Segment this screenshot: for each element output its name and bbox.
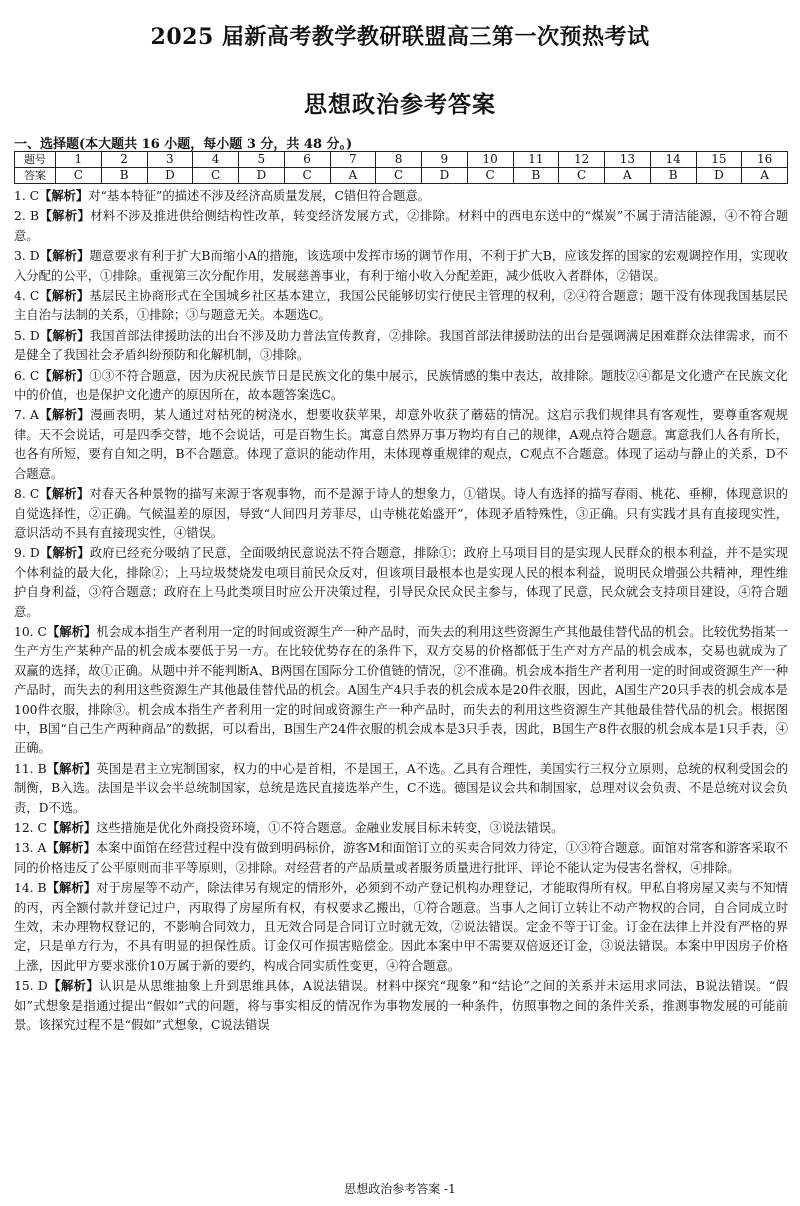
explanation-prefix: 1. C	[14, 189, 40, 203]
answer-cell: D	[147, 168, 193, 184]
question-number: 3	[147, 152, 193, 168]
explanation-text: 本案中面馆在经营过程中没有做到明码标价，游客M和面馆订立的买卖合同效力待定，①③符合题意。面馆对常客和游客采取不同的价格违反了公平原则而非平等原则，②排除。对经营者的产品质量或者服务质量进行批评、评论不能认定为侵害名誉权，④排除。	[14, 841, 788, 875]
explanation-tag: 【解析】	[47, 978, 100, 994]
question-number: 2	[101, 152, 147, 168]
explanation-item	[14, 838, 788, 878]
explanation-prefix: 5. D	[14, 328, 40, 343]
explanation-text: 题意要求有利于扩大B而缩小A的措施，该选项中发挥市场的调节作用，不利于扩大B，应该发挥的国家的宏观调控作用，实现收入分配的公平，①排除。重视第三次分配作用，发展慈善事业，有利于缩小收入分配差距，减少低收入者群体，②错误。	[14, 249, 788, 283]
explanation-tag: 【解析】	[39, 288, 90, 304]
explanation-text: 对“基本特征”的描述不涉及经济高质量发展，C错但符合题意。	[88, 189, 430, 203]
row-label: 答案	[15, 168, 56, 184]
explanation-prefix: 2. B	[14, 209, 40, 224]
answer-cell: D	[696, 168, 742, 184]
explanation-item	[14, 543, 788, 622]
explanation-tag: 【解析】	[39, 248, 90, 264]
explanation-tag: 【解析】	[39, 545, 90, 561]
explanation-tag: 【解析】	[46, 623, 97, 639]
explanation-tag: 【解析】	[46, 760, 97, 776]
explanation-text: 认识是从思维抽象上升到思维具体，A说法错误。材料中探究“现象”和“结论”之间的关系并未运用求同法，B说法错误。“假如”式想象是指通过提出“假如”式的问题，将与事实相反的情况作为事物发展的一种条件，仿照事物之间的条件关系，推测事物发展的可能前景。该探究过程不是“假如”式想象，C说法错误	[14, 979, 788, 1033]
question-number: 8	[376, 152, 422, 168]
subject-title: 思想政治参考答案	[304, 91, 496, 118]
explanation-item	[14, 206, 788, 246]
question-number: 13	[605, 152, 651, 168]
explanation-prefix: 7. A	[14, 408, 39, 423]
answer-cell: B	[650, 168, 696, 184]
explanation-tag: 【解析】	[38, 407, 91, 423]
explanation-tag: 【解析】	[39, 327, 90, 343]
question-number: 4	[193, 152, 239, 168]
explanation-prefix: 8. C	[14, 487, 40, 502]
explanation-item	[14, 818, 788, 838]
answer-cell: A	[605, 168, 651, 184]
question-number: 14	[650, 152, 696, 168]
explanation-text: ①③不符合题意，因为庆祝民族节日是民族文化的集中展示，民族情感的集中表达，故排除。题肢②④都是文化遗产在民族文化中的价值，也是保护文化遗产的原因所在，故本题答案选C。	[14, 368, 788, 403]
explanation-item	[14, 878, 788, 976]
question-number: 16	[742, 152, 788, 168]
question-number: 6	[284, 152, 330, 168]
explanation-prefix: 12. C	[14, 821, 47, 835]
explanation-item	[14, 326, 788, 366]
explanation-item	[14, 366, 788, 406]
explanation-tag: 【解析】	[46, 820, 97, 835]
row-label: 题号	[15, 152, 56, 168]
explanation-item	[14, 759, 788, 818]
explanation-item	[14, 405, 788, 484]
explanation-text: 机会成本指生产者利用一定的时间或资源生产一种产品时，而失去的利用这些资源生产其他最佳替代品的机会。比较优势指某一生产方生产某种产品的机会成本要低于另一方。在比较优势存在的条件下，双方交易的价格都低于生产对方产品的机会成本，交易也就成为了双赢的选择，故①正确。从题中并不能判断A、B两国在国际分工价值链的情况，②不准确。机会成本指生产者利用一定的时间或资源生产一种产品时，而失去的利用这些资源生产其他最佳替代品的机会。A国生产4只手表的机会成本是20件衣服，因此，A国生产20只手表的机会成本是100件衣服，排除③。机会成本指生产者利用一定的时间或资源生产一种产品时，而失去的利用这些资源生产其他最佳替代品的机会。根据图中，B国“自己生产两种商品”的数据，可以看出，B国生产24件衣服的机会成本是3只手表，因此，B国生产8件衣服的机会成本是1只手表，④正确。	[14, 624, 788, 756]
explanation-text: 材料不涉及推进供给侧结构性改革，转变经济发展方式，②排除。材料中的西电东送中的“煤炭”不属于清洁能源，④不符合题意。	[14, 209, 788, 243]
explanation-item	[14, 286, 788, 326]
explanation-tag: 【解析】	[39, 367, 90, 383]
explanation-tag: 【解析】	[39, 188, 89, 203]
explanation-prefix: 14. B	[14, 881, 47, 896]
explanation-item	[14, 246, 788, 286]
section-heading: 一、选择题(本大题共 16 小题，每小题 3 分，共 48 分。)	[14, 137, 353, 152]
exam-title: 2025 届新高考教学教研联盟高三第一次预热考试	[150, 24, 650, 50]
explanation-prefix: 6. C	[14, 368, 40, 383]
question-number: 7	[330, 152, 376, 168]
answer-cell: C	[193, 168, 239, 184]
explanation-text: 对春天各种景物的描写来源于客观事物，而不是源于诗人的想象力，①错误。诗人有选择的描写春雨、桃花、垂柳，体现意识的自觉选择性，②正确。气候温差的原因，导致“人间四月芳菲尽，山寺桃花始盛开”，体现矛盾特殊性，③正确。只有实践才具有直接现实性，意识活动不具有直接现实性，④错误。	[14, 487, 788, 540]
answer-row	[15, 168, 788, 184]
explanation-prefix: 3. D	[14, 249, 40, 264]
answer-cell: B	[101, 168, 147, 184]
explanation-text: 英国是君主立宪制国家，权力的中心是首相，不是国王，A不选。乙具有合理性，美国实行三权分立原则，总统的权利受国会的制衡，B入选。法国是半议会半总统制国家，总统是选民直接选举产生，C不选。德国是议会共和制国家，总理对议会负责、不是总统对议会负责，D不选。	[14, 761, 788, 815]
answer-cell: C	[56, 168, 102, 184]
answer-cell: C	[467, 168, 513, 184]
explanation-text: 基层民主协商形式在全国城乡社区基本建立，我国公民能够切实行使民主管理的权利，②④符合题意；题干没有体现我国基层民主自治与法制的关系，①排除；③与题意无关。本题选C。	[14, 289, 788, 323]
explanation-prefix: 15. D	[14, 979, 48, 994]
explanation-tag: 【解析】	[39, 208, 91, 224]
question-number: 10	[467, 152, 513, 168]
explanation-tag: 【解析】	[46, 840, 96, 856]
question-number: 1	[56, 152, 102, 168]
question-number: 11	[513, 152, 559, 168]
explanation-text: 这些措施是优化外商投资环境，①不符合题意。金融业发展目标未转变，③说法错误。	[96, 821, 564, 835]
explanations-list	[14, 186, 788, 1035]
explanation-item	[14, 186, 788, 206]
explanation-tag: 【解析】	[46, 880, 97, 896]
explanation-prefix: 10. C	[14, 624, 47, 639]
explanation-text: 漫画表明，某人通过对枯死的树浇水，想要收获苹果，却意外收获了蘑菇的情况。这启示我们规律具有客观性，要尊重客观规律。天不会说话，可是四季交替，地不会说话，可是百物生长。寓意自然界万事万物均有自己的规律，A观点符合题意。寓意我们人各有所长，也各有所短，要有自知之明，B不合题意。体现了意识的能动作用，未体现尊重规律的观点，C观点不合题意。体现了运动与静止的关系，D不合题意。	[14, 408, 788, 481]
answer-cell: A	[330, 168, 376, 184]
answer-cell: D	[422, 168, 468, 184]
explanation-item	[14, 976, 788, 1035]
explanation-text: 政府已经充分吸纳了民意，全面吸纳民意说法不符合题意，排除①；政府上马项目目的是实现人民群众的根本利益，并不是实现个体利益的最大化，排除②；上马垃圾焚烧发电项目前民众反对，但该项目最根本也是实现人民的根本利益，说明民众增强公共精神，理性维护自身利益，③符合题意；政府在上马此类项目时应公开决策过程，引导民众民众民主参与，体现了民意，民众就会支持项目建设，④符合题意。	[14, 546, 788, 619]
question-number: 12	[559, 152, 605, 168]
question-number-row	[15, 152, 788, 168]
question-number: 5	[239, 152, 285, 168]
answer-cell: B	[513, 168, 559, 184]
answer-cell: C	[284, 168, 330, 184]
explanation-prefix: 13. A	[14, 841, 47, 856]
answer-cell: C	[376, 168, 422, 184]
explanation-item	[14, 622, 788, 759]
question-number: 15	[696, 152, 742, 168]
page-footer: 思想政治参考答案 -1	[344, 1182, 456, 1196]
explanation-text: 我国首部法律援助法的出台不涉及助力普法宣传教育，②排除。我国首部法律援助法的出台是强调满足困难群众法律需求，而不是健全了我国社会矛盾纠纷预防和化解机制，③排除。	[14, 328, 788, 363]
answer-cell: C	[559, 168, 605, 184]
explanation-tag: 【解析】	[39, 486, 90, 502]
answer-cell: D	[239, 168, 285, 184]
explanation-prefix: 11. B	[14, 761, 47, 776]
answer-table	[14, 151, 788, 184]
answer-cell: A	[742, 168, 788, 184]
explanation-text: 对于房屋等不动产，除法律另有规定的情形外，必须到不动产登记机构办理登记，才能取得所有权。甲私自将房屋又卖与不知情的丙，丙全额付款并登记过户，丙取得了房屋所有权，有权要求乙搬出，①符合题意。当事人之间订立转让不动产物权的合同，自合同成立时生效，未办理物权登记的，不影响合同效力，且无效合同是合同订立时就无效，②说法错误。定金不等于订金。订金在法律上并没有严格的界定，只是单方行为，不具有明显的担保性质。订金仅可作损害赔偿金。因此本案中甲不需要双倍返还订金，③说法错误。本案中甲因房子价格上涨，因此甲方要求涨价10万属于新的要约，构成合同实质性变更，④符合题意。	[14, 881, 788, 973]
explanation-prefix: 4. C	[14, 289, 40, 304]
question-number: 9	[422, 152, 468, 168]
explanation-item	[14, 484, 788, 543]
explanation-prefix: 9. D	[14, 546, 40, 561]
